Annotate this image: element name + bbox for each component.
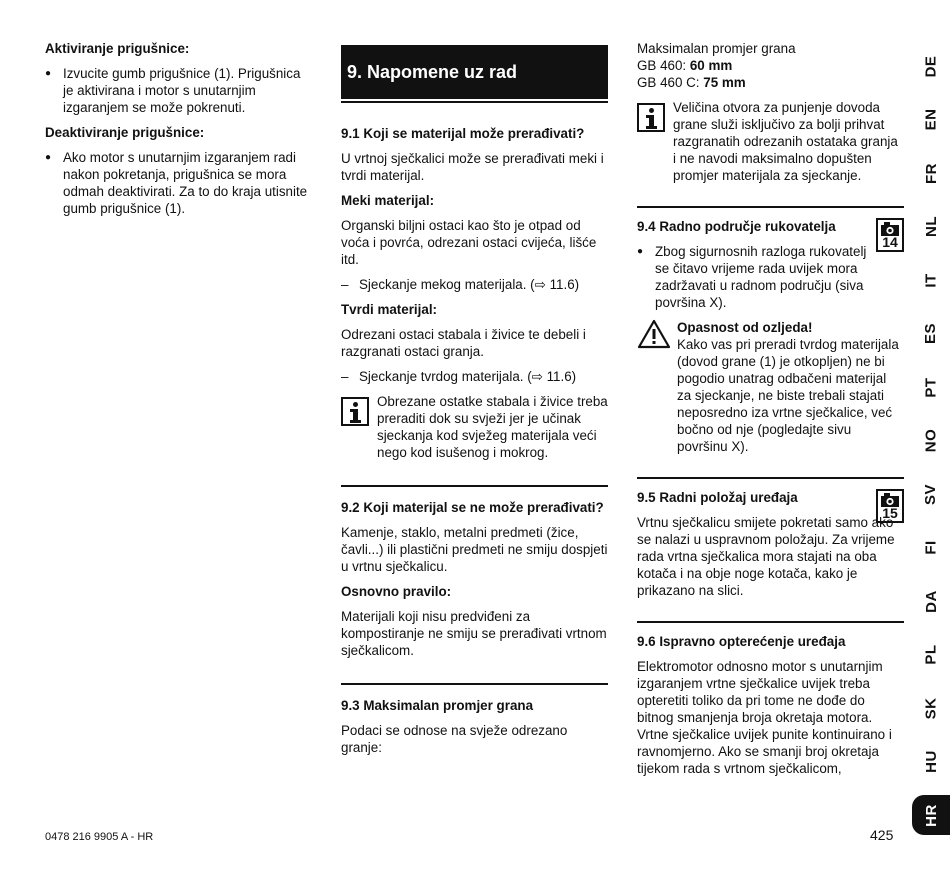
section-9-3-text: Podaci se odnose na svježe odrezano granje: (341, 723, 568, 755)
deactivate-choke-heading: Deaktiviranje prigušnice: (45, 125, 205, 140)
language-tab-no[interactable] (912, 421, 950, 461)
language-tab-label: NL (922, 216, 940, 237)
language-tab-label: DA (922, 589, 940, 613)
section-9-5-header (637, 489, 904, 521)
hard-material-text: Odrezani ostaci stabala i živice te debeli i razgranati ostaci granja. (341, 327, 586, 359)
section-9-3-heading: 9.3 Maksimalan promjer grana (341, 698, 534, 713)
language-tab-hr[interactable] (912, 795, 950, 835)
deactivate-choke-step: ● Ako motor s unutarnjim izgaranjem radi nakon pokretanja, prigušnica se mora odmah deaktivirati. Za to do kraja utisnite gumb prigušnice (1). (45, 149, 313, 217)
section-9-3-note-text: Veličina otvora za punjenje dovoda grane služi isključivo za bolji prihvat razgranatih odrezanih ostataka granja i ne navodi maksimalno dopušten promjer materijala za sjeckanje. (673, 100, 898, 183)
language-tab-fr[interactable] (912, 153, 950, 193)
language-tab-en[interactable] (912, 100, 950, 140)
column-2 (341, 40, 608, 764)
section-9-6-text: Elektromotor odnosno motor s unutarnjim izgaranjem vrtne sječkalice uvijek treba opteretiti toliko da pri tome ne dođe do bitnog smanjenja broja okretaja motora. Vrtne sječkalice uvijek punite kontinuirano i ravnomjerno. Ako se smanji broj okretaja tijekom rada s vrtnom sječkalicom, (637, 659, 892, 776)
max-diameter-label: Maksimalan promjer grana (637, 41, 796, 56)
section-9-2-text: Kamenje, staklo, metalni predmeti (žice, čavli...) ili plastični predmeti ne smiju dospjeti u vrtnu sječkalicu. (341, 525, 608, 574)
warning-text: Kako vas pri preradi tvrdog materijala (dovod grane (1) je otkopljen) ne bi pogodio unatrag odbačeni materijal za sjeckanje, ne biste trebali stajati neposredno iza vrtne sječkalice, već bočno od nje (pogledajte sivu površinu X). (677, 337, 899, 454)
language-tab-pt[interactable] (912, 367, 950, 407)
column-1 (45, 40, 313, 225)
language-tab-da[interactable] (912, 581, 950, 621)
soft-material-reference: – Sjeckanje mekog materijala. (⇨ 11.6) (341, 276, 608, 293)
section-9-4-header (637, 218, 904, 250)
section-9-1-note (341, 393, 608, 461)
language-tab-label: NO (922, 428, 940, 453)
section-9-5-heading: 9.5 Radni položaj uređaja (637, 490, 798, 505)
injury-warning (637, 319, 904, 455)
language-tab-label: FI (922, 540, 940, 555)
camera-icon (876, 489, 904, 523)
language-tab-label: HU (922, 750, 940, 773)
language-tab-label: DE (922, 55, 940, 77)
chapter-title: 9. Napomene uz rad (341, 45, 608, 99)
language-tab-de[interactable] (912, 46, 950, 86)
section-9-5-text: Vrtnu sječkalicu smijete pokretati samo ako se nalazi u uspravnom položaju. Za vrijeme rada vrtna sječkalica mora stajati na oba kotača i na obje noge kotača, kako je prikazano na slici. (637, 515, 895, 598)
language-tab-fi[interactable] (912, 528, 950, 568)
gb460c-label: GB 460 C: (637, 75, 704, 90)
activate-choke-heading: Aktiviranje prigušnice: (45, 41, 190, 56)
section-9-1-heading: 9.1 Koji se materijal može prerađivati? (341, 126, 585, 141)
gb460-spec (637, 57, 904, 74)
gb460c-value: 75 mm (703, 75, 746, 90)
hard-material-reference: – Sjeckanje tvrdog materijala. (⇨ 11.6) (341, 368, 608, 385)
section-9-6-heading: 9.6 Ispravno opterećenje uređaja (637, 634, 846, 649)
language-tab-sk[interactable] (912, 688, 950, 728)
basic-rule-heading: Osnovno pravilo: (341, 584, 452, 599)
chapter-divider (341, 101, 608, 103)
language-tab-label: ES (922, 322, 940, 345)
section-9-1-note-text: Obrezane ostatke stabala i živice treba preraditi dok su svježi jer je učinak sjeckanja kod svježeg materijala veći nego kod isušenog i mokrog. (377, 394, 608, 460)
language-tab-label: IT (922, 272, 940, 288)
soft-material-heading: Meki materijal: (341, 193, 435, 208)
language-tab-label: SV (922, 483, 940, 505)
gb460c-spec (637, 74, 904, 91)
section-9-3-note (637, 99, 904, 184)
figure-number: 15 (882, 505, 898, 521)
language-tab-label: SK (922, 697, 940, 719)
info-icon (341, 397, 369, 426)
language-tab-label: PT (922, 376, 940, 398)
activate-choke-step: ● Izvucite gumb prigušnice (1). Prigušnica je aktivirana i motor s unutarnjim izgaranjem se može pokrenuti. (45, 65, 313, 116)
language-tab-label: HR (922, 803, 940, 827)
page-number: 425 (870, 827, 894, 843)
warning-title: Opasnost od ozljeda! (677, 320, 813, 335)
gb460-value: 60 mm (689, 58, 733, 73)
language-tab-sv[interactable] (912, 474, 950, 514)
info-icon (637, 103, 665, 132)
language-tab-es[interactable] (912, 314, 950, 354)
section-9-4-bullet: ● Zbog sigurnosnih razloga rukovatelj se čitavo vrijeme rada uvijek mora zadržavati u radnom području (siva površina X). (637, 243, 904, 311)
section-9-1-intro: U vrtnoj sječkalici može se prerađivati meki i tvrdi materijal. (341, 151, 604, 183)
hard-material-heading: Tvrdi materijal: (341, 302, 437, 317)
section-9-2-heading: 9.2 Koji materijal se ne može prerađivati? (341, 500, 604, 515)
document-code: 0478 216 9905 A - HR (45, 831, 154, 843)
language-tab-label: PL (922, 644, 940, 665)
language-tab-nl[interactable] (912, 207, 950, 247)
gb460-label: GB 460: (637, 58, 690, 73)
warning-icon (637, 319, 671, 455)
language-tab-label: EN (922, 108, 940, 131)
column-3 (637, 40, 904, 785)
figure-number: 14 (882, 234, 898, 250)
language-tab-hu[interactable] (912, 742, 950, 782)
language-tab-it[interactable] (912, 260, 950, 300)
section-9-4-heading: 9.4 Radno područje rukovatelja (637, 219, 836, 234)
language-tab-label: FR (922, 162, 940, 184)
basic-rule-text: Materijali koji nisu predviđeni za kompostiranje ne smiju se prerađivati vrtnom sječkalicom. (341, 609, 607, 658)
language-tab-pl[interactable] (912, 635, 950, 675)
soft-material-text: Organski biljni ostaci kao što je otpad od voća i povrća, odrezani ostaci cvijeća, lišće itd. (341, 218, 597, 267)
